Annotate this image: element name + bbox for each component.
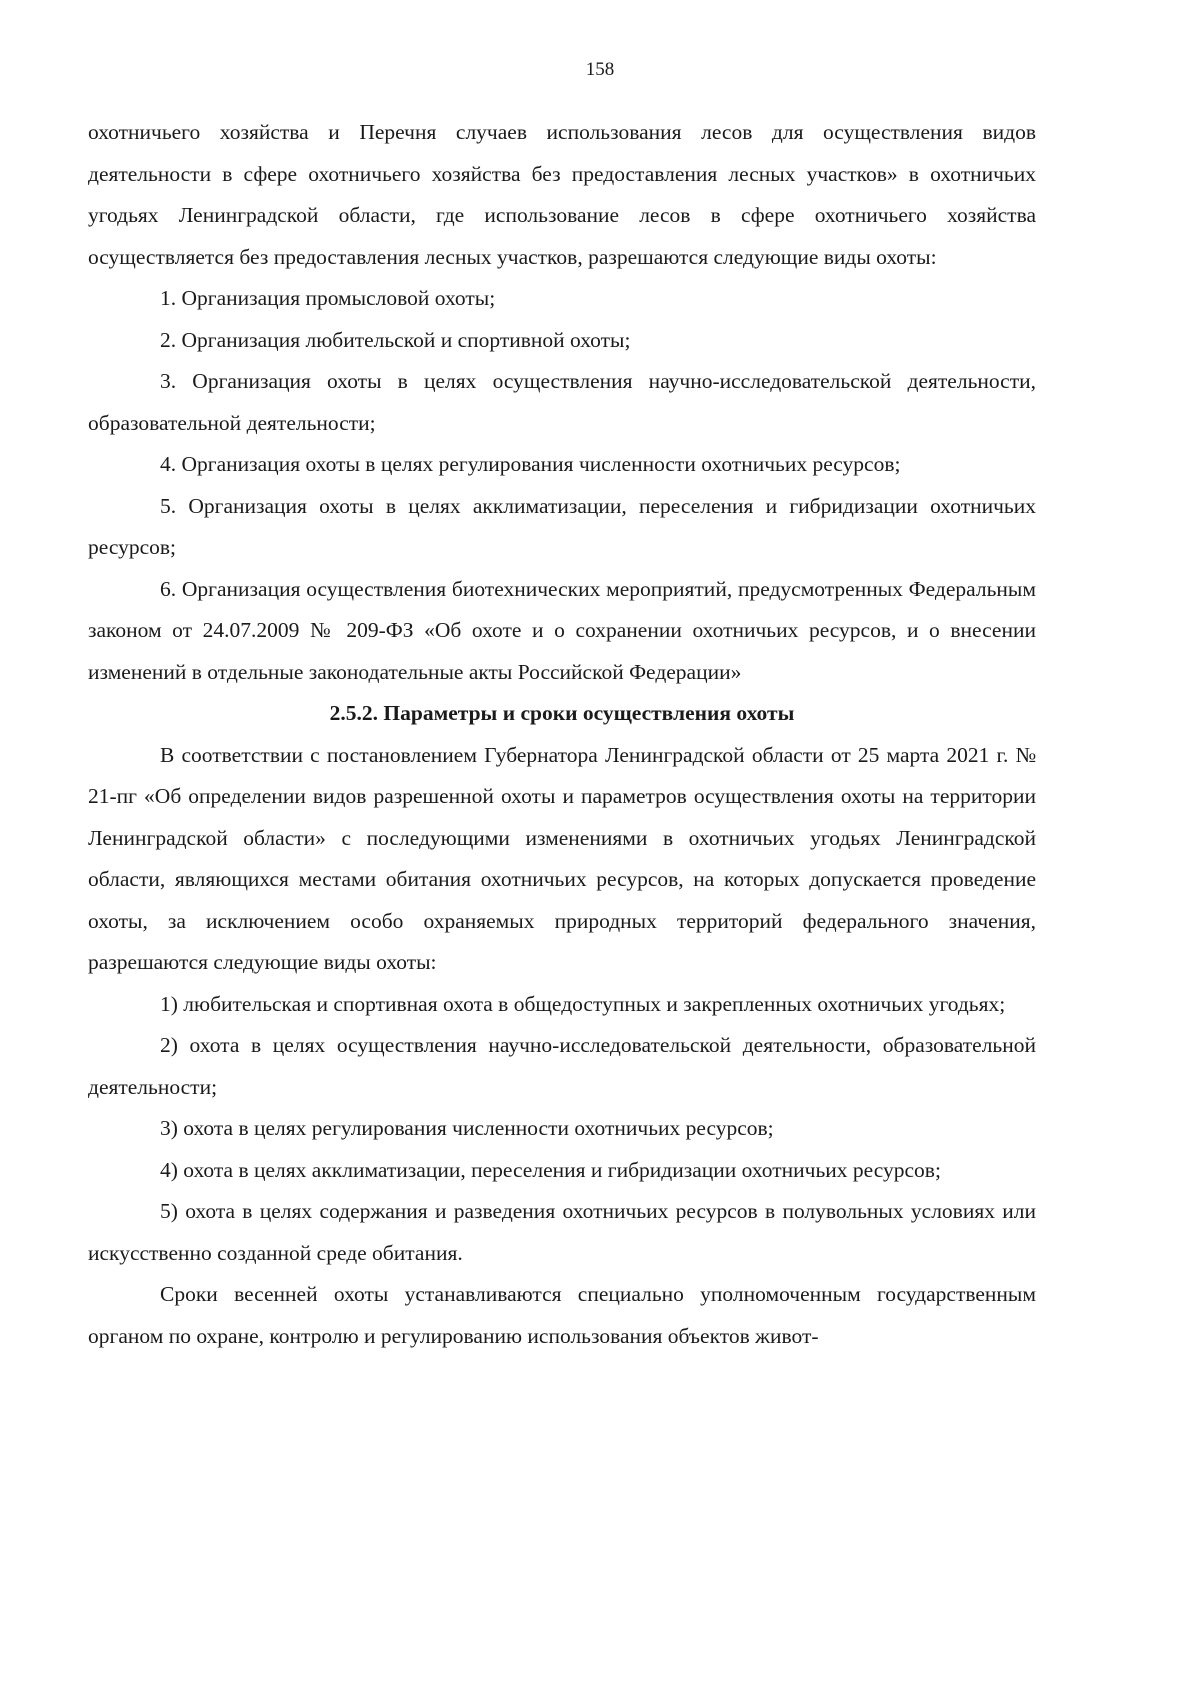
list-item: 2. Организация любительской и спортивной охоты; bbox=[160, 327, 631, 352]
list-item: 4) охота в целях акклиматизации, переселения и гибридизации охотничьих ресурсов; bbox=[160, 1157, 941, 1182]
list-item: 1. Организация промысловой охоты; bbox=[160, 286, 496, 310]
list-item: 3. Организация охоты в целях осуществления научно-исследовательской деятельности, образовательной деятельности; bbox=[88, 369, 1036, 435]
list-item: 5. Организация охоты в целях акклиматизации, переселения и гибридизации охотничьих ресурсов; bbox=[88, 493, 1036, 559]
section-heading: 2.5.2. Параметры и сроки осуществления охоты bbox=[329, 701, 795, 725]
list-item: 6. Организация осуществления биотехнических мероприятий, предусмотренных Федеральным законом от 24.07.2009 № 209-ФЗ «Об охоте и о сохранении охотничьих ресурсов, и о внесении изменений в отдельные законодательные акты Российской Федерации» bbox=[88, 576, 1036, 684]
paragraph: В соответствии с постановлением Губернатора Ленинградской области от 25 марта 2021 г. № 21-пг «Об определении видов разрешенной охоты и параметров осуществления охоты на территории Ленинградской области» с последующими изменениями в охотничьих угодьях Ленинградской области, являющихся местами обитания охотничьих ресурсов, на которых допускается проведение охоты, за исключением особо охраняемых природных территорий федерального значения, разрешаются следующие виды охоты: bbox=[88, 742, 1036, 974]
paragraph-continuation: охотничьего хозяйства и Перечня случаев использования лесов для осуществления видов деятельности в сфере охотничьего хозяйства без предоставления лесных участков» в охотничьих угодьях Ленинградской области, где использование лесов в сфере охотничьего хозяйства осуществляется без предоставления лесных участков, разрешаются следующие виды охоты: bbox=[88, 120, 1036, 269]
list-item: 1) любительская и спортивная охота в общедоступных и закрепленных охотничьих угодьях; bbox=[160, 991, 1006, 1016]
list-item: 3) охота в целях регулирования численности охотничьих ресурсов; bbox=[160, 1116, 774, 1140]
document-body bbox=[88, 112, 1036, 1357]
page-number: 158 bbox=[585, 59, 615, 80]
paragraph: Сроки весенней охоты устанавливаются специально уполномоченным государственным органом по охране, контролю и регулированию использования объектов живот- bbox=[88, 1282, 1036, 1348]
list-item: 5) охота в целях содержания и разведения охотничьих ресурсов в полувольных условиях или искусственно созданной среде обитания. bbox=[88, 1199, 1036, 1265]
list-item: 2) охота в целях осуществления научно-исследовательской деятельности, образовательной деятельности; bbox=[88, 1033, 1036, 1099]
list-item: 4. Организация охоты в целях регулирования численности охотничьих ресурсов; bbox=[160, 452, 901, 476]
